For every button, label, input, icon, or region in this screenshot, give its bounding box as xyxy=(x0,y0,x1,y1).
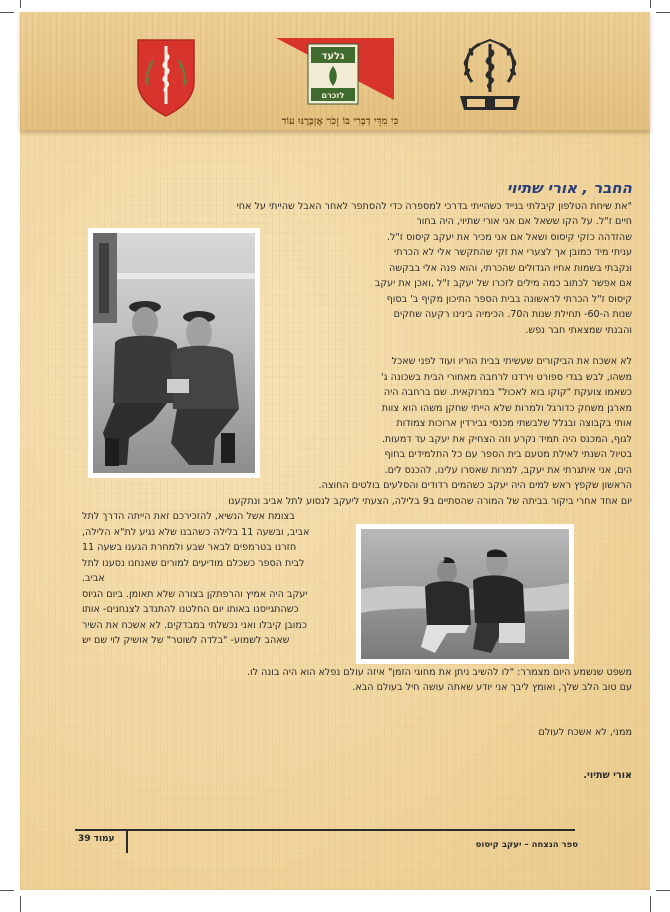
paragraph-line: משהו, לבש בגדי ספורט וירדנו לרחבה מאחורי הבית בשכונה ג' xyxy=(380,372,632,383)
paragraph-line: שנות ה-60- תחילת שנות ה70. הכימיה בינינו רקעה שחקים xyxy=(393,309,632,320)
crop-mark xyxy=(20,896,21,912)
footer-divider xyxy=(126,829,128,853)
red-shield-emblem xyxy=(134,36,198,118)
page-number: עמוד 39 xyxy=(78,834,115,844)
photo-soldiers-berets xyxy=(88,228,260,478)
paragraph-line: מארגן משחק כדורגל ולמרות שלא הייתי שחקן משהו הוא צוות xyxy=(381,403,632,414)
paragraph-line: לבית הספר כשכלם מודיעים למורים שאנחנו נסענו לתל xyxy=(82,558,305,569)
paragraph-line: בצומת אשל הנשיא, להזכירכם זאת הייתה הדרך לתל xyxy=(82,511,295,522)
article-title: החבר , אורי שתיוי xyxy=(506,179,632,197)
crop-mark xyxy=(20,0,21,8)
paragraph-line: כמובן קיבלו ואני נכשלתי במבדקים. לא אשכח את השיר xyxy=(82,620,307,631)
crop-mark xyxy=(656,12,670,13)
crop-mark xyxy=(650,896,651,912)
memorial-logo xyxy=(276,38,394,116)
paragraph-line: לא אשכח את הביקורים שעשיתי בבית הוריו ועוד לפני שאכל xyxy=(391,356,632,367)
paragraph-line: אם אפשר לכתוב כמה מילים לזכרו של יעקב ז"ל ,ואכן את יעקב xyxy=(374,278,632,289)
paragraph-line: שאהב לשמוע- "בלדה לשוטר" של אושיק לוי שם יש xyxy=(82,635,290,646)
signature: אורי שתיוי. xyxy=(583,770,632,781)
svg-text:לזכרם: לזכרם xyxy=(321,91,345,100)
paragraph-line: יום אחד אחרי ביקור בביתה של המורה שהסתיים ב9 בלילה, הצעתי ליעקב לנסוע לתל אביב ונתקענו xyxy=(228,496,632,507)
paragraph-line: "את שיחת הטלפון קיבלתי בנייד כשהייתי בדרכי למספרה כדי להסתפר לאחר האבל שהייתי על אחי xyxy=(236,201,632,212)
svg-text:גלעד: גלעד xyxy=(321,51,345,62)
tagline: כִּי מִדֵּי דַבְּרִי בּוֹ זָכֹר אֶזְכְּרֶנּוּ עוֹד xyxy=(281,116,399,127)
memorial-page xyxy=(20,12,650,890)
paragraph-line: עם טוב הלב שלך, ואומץ ליבך אני יודע שאתה עושה חיל בעולם הבא. xyxy=(352,682,632,693)
paragraph-line: חיים ז"ל. על הקו ששאל אם אני אורי שתיוי, היה בחור xyxy=(416,216,632,227)
paragraph-line: אביב. xyxy=(82,573,105,584)
paragraph-line: ונקבתי בשמות אחיו הגדולים שהכרתי, והוא פנה אלי בבקשה xyxy=(389,263,632,274)
crop-mark xyxy=(650,0,651,8)
paragraph-line: אותי בקבוצה ובגלל שלבשתי מכנסי גבירדין ארוכות צמודות xyxy=(396,418,632,429)
crop-mark xyxy=(0,890,14,891)
book-title: ספר הנצחה – יעקב קיסוס xyxy=(475,840,578,850)
paragraph-line: הים, אני איתגרתי את יעקב, למרות שאסרו עלינו, להכנס לים. xyxy=(384,465,632,476)
paragraph-line: שהזדהה כזקי קיסוס ושאל אם אני מכיר את יעקב קיסוס ז"ל. xyxy=(386,232,632,243)
paragraph-line: בטיול השנתי לאילת מטעם בית הספר עם כל התלמידים בחוף xyxy=(384,449,632,460)
paragraph-line: לגוף, המכנס היה תמיד נקרע וזה הצחיק את יעקב עד דמעות. xyxy=(381,434,632,445)
paragraph-line: והבנתי שמצאתי חבר נפש. xyxy=(525,325,632,336)
photo-soldiers-water xyxy=(356,524,574,664)
paragraph-line: כשאמו צועקת "קוקו בוא לאכול" במרוקאית. שם ברחבה היה xyxy=(383,387,632,398)
crop-mark xyxy=(656,890,670,891)
paragraph-line: קיסוס ז"ל הכרתי לראשונה בבית הספר התיכון מקיף ב' בסוף xyxy=(386,294,632,305)
footer-rule xyxy=(75,829,575,831)
paragraph-line: חזרנו בטרמפים לבאר שבע ולמחרת הגענו בשעה 11 xyxy=(82,542,297,553)
medical-corps-emblem xyxy=(458,38,522,116)
paragraph-line: עניתי מיד כמובן אך לצערי את זקי שהתקשר אלי לא הכרתי xyxy=(394,247,632,258)
paragraph-line: כשהתגייסנו באותו יום החלטנו להתנדב לצנחנים- אותו xyxy=(82,604,299,615)
closing-line: ממני, לא אשכח לעולם xyxy=(538,727,632,738)
paragraph-line: אביב, ובשעה 11 בלילה כשהבנו שלא נגיע לת"א הלילה, xyxy=(82,527,310,538)
paragraph-line: הראשון שקפץ ראש למים היה יעקב כשהמים רדודים והסלעים בולטים החוצה. xyxy=(318,480,632,491)
paragraph-line: יעקב היה אמיץ והרפתקן בצורה שלא תאומן. ביום הגיוס xyxy=(82,589,308,600)
paragraph-line: משפט שנשמע היום מצמרר: "לו להשיב ניתן את מחוגי הזמן" איזה עולם נפלא הוא היה בונה לו. xyxy=(246,667,632,678)
crop-mark xyxy=(0,12,14,13)
